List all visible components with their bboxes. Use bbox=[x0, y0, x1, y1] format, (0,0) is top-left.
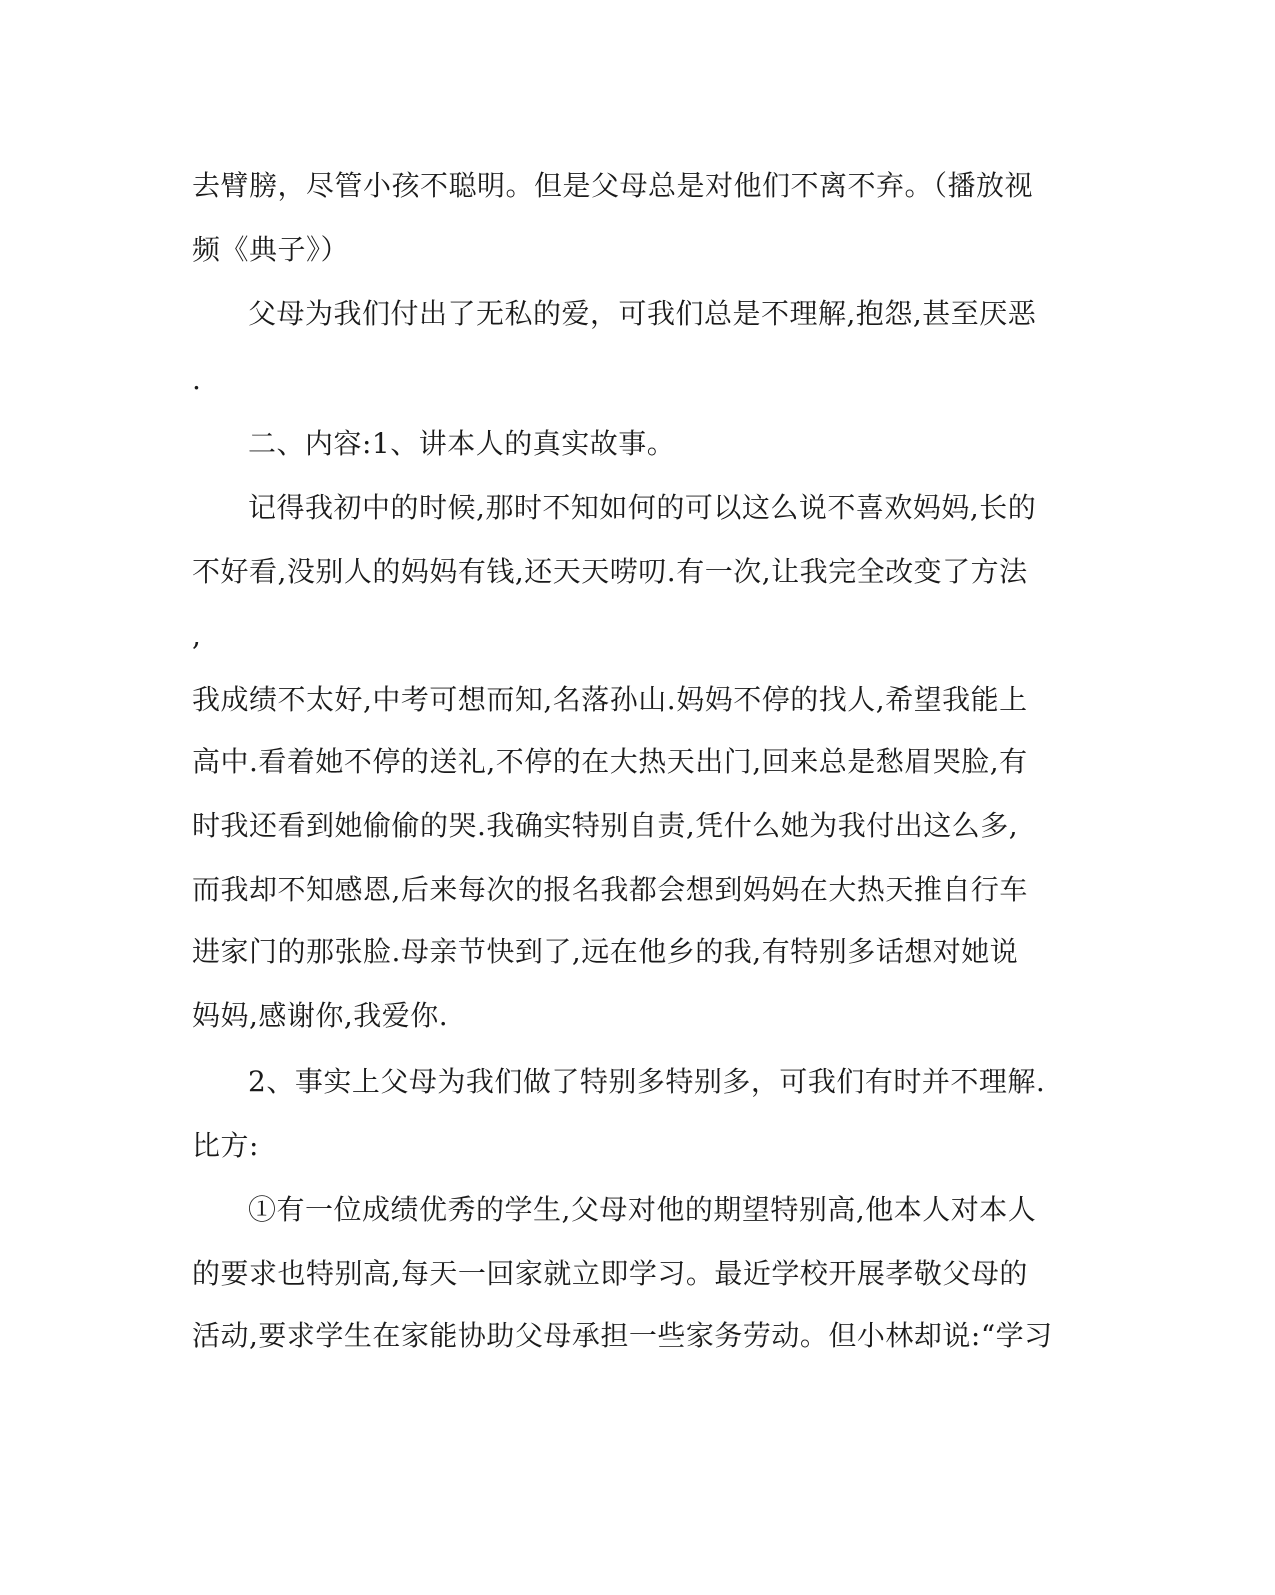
text-line-2: 频《典子》） bbox=[192, 233, 350, 266]
text-line-10: 高中.看着她不停的送礼,不停的在大热天出门,回来总是愁眉哭脸,有 bbox=[192, 745, 1028, 778]
text-line-5: 二、内容:1、讲本人的真实故事。 bbox=[248, 427, 676, 460]
text-line-19: 活动,要求学生在家能协助父母承担一些家务劳动。但小林却说:“学习 bbox=[192, 1319, 1053, 1352]
text-line-9: 我成绩不太好,中考可想而知,名落孙山.妈妈不停的找人,希望我能上 bbox=[192, 683, 1028, 716]
text-line-8: , bbox=[192, 619, 202, 652]
text-line-6: 记得我初中的时候,那时不知如何的可以这么说不喜欢妈妈,长的 bbox=[248, 491, 1037, 524]
text-line-4: . bbox=[192, 363, 202, 396]
text-line-18: 的要求也特别高,每天一回家就立即学习。最近学校开展孝敬父母的 bbox=[192, 1257, 1028, 1290]
text-line-3: 父母为我们付出了无私的爱，可我们总是不理解,抱怨,甚至厌恶 bbox=[248, 297, 1037, 330]
text-line-12: 而我却不知感恩,后来每次的报名我都会想到妈妈在大热天推自行车 bbox=[192, 873, 1028, 906]
text-line-1: 去臂膀，尽管小孩不聪明。但是父母总是对他们不离不弃。（播放视 bbox=[192, 169, 1034, 202]
text-line-7: 不好看,没别人的妈妈有钱,还天天唠叨.有一次,让我完全改变了方法 bbox=[192, 555, 1028, 588]
text-line-13: 进家门的那张脸.母亲节快到了,远在他乡的我,有特别多话想对她说 bbox=[192, 935, 1019, 968]
text-line-16: 比方: bbox=[192, 1129, 259, 1162]
text-line-14: 妈妈,感谢你,我爱你. bbox=[192, 999, 449, 1032]
text-line-17: ①有一位成绩优秀的学生,父母对他的期望特别高,他本人对本人 bbox=[248, 1193, 1037, 1226]
text-line-11: 时我还看到她偷偷的哭.我确实特别自责,凭什么她为我付出这么多, bbox=[192, 809, 1019, 842]
text-line-15: 2、事实上父母为我们做了特别多特别多，可我们有时并不理解. bbox=[248, 1065, 1046, 1098]
